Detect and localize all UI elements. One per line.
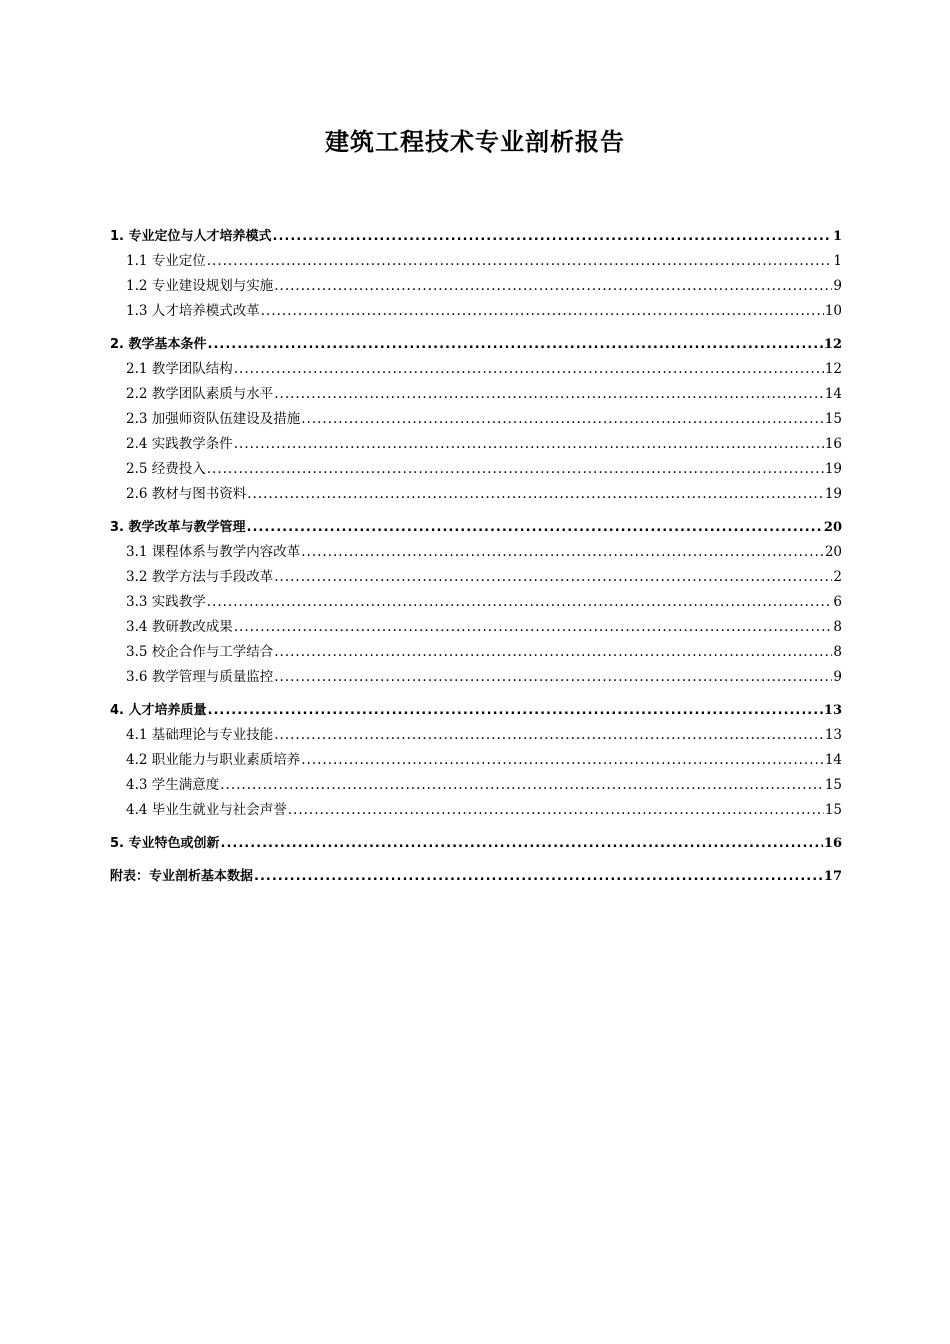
toc-page-number: 15: [824, 802, 842, 818]
toc-page-number: 19: [824, 461, 842, 477]
toc-entry-label: 2.2 教学团队素质与水平: [126, 386, 274, 402]
toc-entry-label: 4.2 职业能力与职业素质培养: [126, 752, 301, 768]
toc-entry-label: 4.3 学生满意度: [126, 777, 220, 793]
toc-entry-label: 2.5 经费投入: [126, 461, 206, 477]
toc-dot-leader: [234, 615, 833, 640]
toc-entry-label: 3.3 实践教学: [126, 594, 206, 610]
toc-page-number: 14: [824, 752, 842, 768]
toc-section-entry[interactable]: [110, 515, 842, 540]
toc-subsection-entry[interactable]: [110, 432, 842, 457]
toc-entry-label: 1.1 专业定位: [126, 253, 206, 269]
toc-entry-label: 4.4 毕业生就业与社会声誉: [126, 802, 287, 818]
toc-dot-leader: [234, 432, 824, 457]
toc-page-number: 15: [824, 777, 842, 793]
toc-page-number: 20: [824, 544, 842, 560]
toc-entry-label: 3.6 教学管理与质量监控: [126, 669, 274, 685]
toc-subsection-entry[interactable]: [110, 357, 842, 382]
toc-page-number: 20: [823, 520, 842, 535]
toc-dot-leader: [274, 565, 832, 590]
toc-section-entry[interactable]: [110, 332, 842, 357]
toc-dot-leader: [208, 332, 823, 357]
toc-dot-leader: [274, 665, 832, 690]
toc-subsection-entry[interactable]: [110, 615, 842, 640]
toc-entry-label: 1. 专业定位与人才培养模式: [110, 229, 272, 244]
toc-dot-leader: [220, 773, 824, 798]
toc-dot-leader: [274, 723, 824, 748]
toc-page-number: 8: [833, 619, 842, 635]
toc-dot-leader: [207, 457, 824, 482]
toc-entry-label: 2. 教学基本条件: [110, 337, 207, 352]
toc-dot-leader: [207, 249, 833, 274]
toc-entry-label: 3.2 教学方法与手段改革: [126, 569, 274, 585]
toc-entry-label: 3.1 课程体系与教学内容改革: [126, 544, 301, 560]
toc-subsection-entry[interactable]: [110, 482, 842, 507]
toc-page-number: 9: [833, 278, 842, 294]
toc-dot-leader: [254, 864, 823, 889]
toc-subsection-entry[interactable]: [110, 565, 842, 590]
toc-subsection-entry[interactable]: [110, 299, 842, 324]
toc-subsection-entry[interactable]: [110, 640, 842, 665]
toc-page-number: 15: [824, 411, 842, 427]
toc-page-number: 13: [823, 703, 842, 718]
toc-entry-label: 2.6 教材与图书资料: [126, 486, 247, 502]
document-title: 建筑工程技术专业剖析报告: [325, 128, 625, 156]
toc-subsection-entry[interactable]: [110, 773, 842, 798]
toc-dot-leader: [234, 357, 824, 382]
toc-page-number: 19: [824, 486, 842, 502]
toc-subsection-entry[interactable]: [110, 665, 842, 690]
toc-page-number: 13: [824, 727, 842, 743]
toc-entry-label: 3.4 教研教改成果: [126, 619, 233, 635]
toc-entry-label: 1.3 人才培养模式改革: [126, 303, 260, 319]
toc-entry-label: 3. 教学改革与教学管理: [110, 520, 246, 535]
toc-subsection-entry[interactable]: [110, 590, 842, 615]
toc-subsection-entry[interactable]: [110, 274, 842, 299]
toc-page-number: 2: [833, 569, 842, 585]
toc-dot-leader: [273, 224, 832, 249]
toc-dot-leader: [301, 540, 824, 565]
toc-page-number: 12: [824, 361, 842, 377]
toc-page-number: 16: [823, 836, 842, 851]
toc-dot-leader: [274, 274, 832, 299]
toc-subsection-entry[interactable]: [110, 249, 842, 274]
toc-dot-leader: [221, 831, 823, 856]
toc-entry-label: 5. 专业特色或创新: [110, 836, 220, 851]
toc-subsection-entry[interactable]: [110, 798, 842, 823]
table-of-contents: [110, 224, 842, 889]
toc-section-entry[interactable]: [110, 224, 842, 249]
toc-page-number: 12: [823, 337, 842, 352]
toc-dot-leader: [261, 299, 824, 324]
toc-page-number: 1: [832, 229, 842, 244]
toc-dot-leader: [301, 407, 824, 432]
toc-entry-label: 4. 人才培养质量: [110, 703, 207, 718]
toc-section-entry[interactable]: [110, 698, 842, 723]
toc-section-entry[interactable]: [110, 864, 842, 889]
toc-subsection-entry[interactable]: [110, 723, 842, 748]
toc-page-number: 6: [833, 594, 842, 610]
toc-page-number: 1: [833, 253, 842, 269]
toc-entry-label: 3.5 校企合作与工学结合: [126, 644, 274, 660]
toc-page-number: 8: [833, 644, 842, 660]
toc-dot-leader: [208, 698, 823, 723]
toc-subsection-entry[interactable]: [110, 457, 842, 482]
toc-dot-leader: [301, 748, 824, 773]
toc-subsection-entry[interactable]: [110, 540, 842, 565]
toc-page-number: 16: [824, 436, 842, 452]
toc-entry-label: 附表：专业剖析基本数据: [110, 869, 254, 884]
toc-entry-label: 2.3 加强师资队伍建设及措施: [126, 411, 301, 427]
toc-entry-label: 1.2 专业建设规划与实施: [126, 278, 274, 294]
toc-subsection-entry[interactable]: [110, 407, 842, 432]
toc-dot-leader: [274, 382, 824, 407]
toc-entry-label: 4.1 基础理论与专业技能: [126, 727, 274, 743]
toc-dot-leader: [288, 798, 824, 823]
toc-dot-leader: [207, 590, 833, 615]
toc-dot-leader: [247, 515, 823, 540]
toc-entry-label: 2.1 教学团队结构: [126, 361, 233, 377]
toc-subsection-entry[interactable]: [110, 748, 842, 773]
toc-entry-label: 2.4 实践教学条件: [126, 436, 233, 452]
toc-subsection-entry[interactable]: [110, 382, 842, 407]
toc-page-number: 10: [824, 303, 842, 319]
toc-page-number: 9: [833, 669, 842, 685]
toc-page-number: 14: [824, 386, 842, 402]
toc-dot-leader: [274, 640, 832, 665]
toc-section-entry[interactable]: [110, 831, 842, 856]
toc-dot-leader: [247, 482, 824, 507]
toc-page-number: 17: [823, 869, 842, 884]
